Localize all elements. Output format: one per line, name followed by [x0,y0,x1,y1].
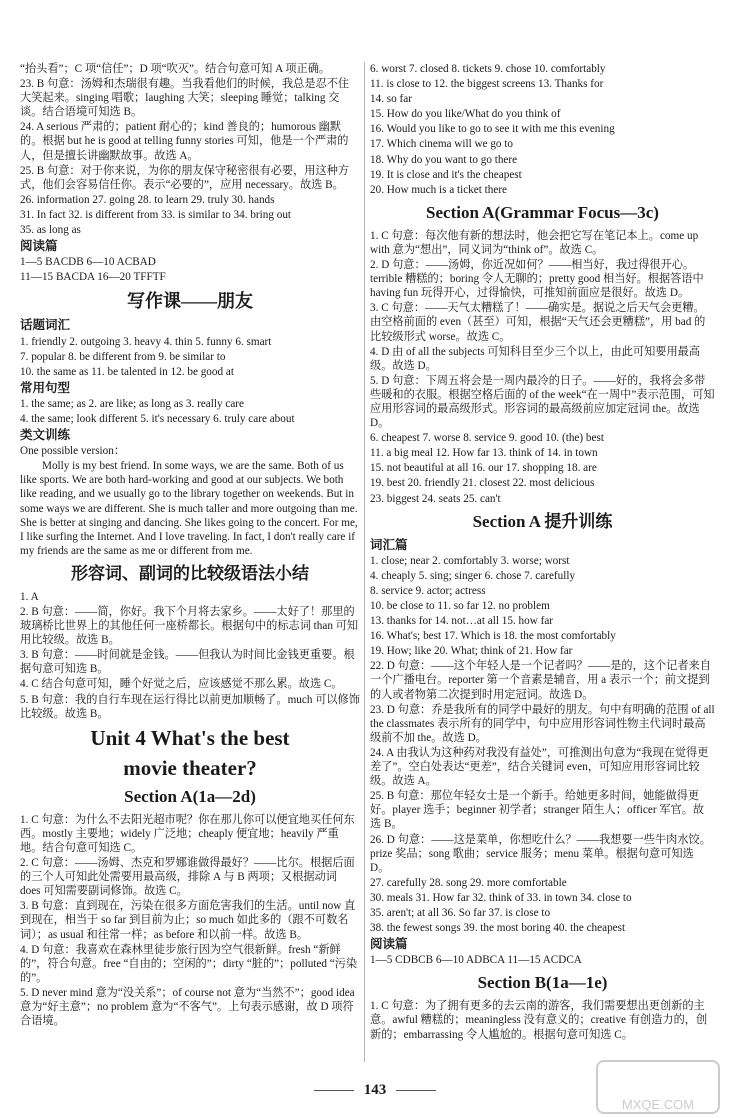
unit-title: movie theater? [123,755,257,780]
answer-line: 8. service 9. actor; actress [370,584,486,597]
answer-line: 2. D 句意：——汤姆，你近况如何？——相当好，我过得很开心。terrible 糟糕的；boring 令人无聊的；pretty good 相当好。根据答语中 having fun 玩得开心，过得愉快，可推知前面应是很好。故选 D。 [370,259,704,300]
answer-line: 7. popular 8. be different from 9. be similar to [20,350,226,363]
section-label: 常用句型 [20,380,71,395]
section-label: 阅读篇 [370,937,408,952]
answer-line: 3. B 句意：直到现在，污染在很多方面危害我们的生活。until now 直到现在，相当于 so far 到目前为止；so much 如此多的（跟不可数名词）；as usual 和往常一样；as before 和以前一样。故选 B。 [20,900,356,941]
section-label: 词汇篇 [370,537,408,552]
answer-line: 1. friendly 2. outgoing 3. heavy 4. thin 5. funny 6. smart [20,335,272,348]
answer-line: “抬头看”；C 项“信任”；D 项“吹灭”。结合句意可知 A 项正确。 [20,63,331,75]
answer-line: 26. information 27. going 28. to learn 29. truly 30. hands [20,193,275,206]
answer-line: 5. D 句意：下周五将会是一周内最冷的日子。——好的，我将会多带些暖和的衣服。根据空格后面的 of the week“在一周中”表示范围，可知应用形容词的最高级形式。形容词的最高级前应加定冠词 the。故选 D。 [370,374,715,430]
answer-line: 19. It is close and it's the cheapest [370,168,522,181]
answer-line: 25. B 句意：那位年轻女士是一个新手。给她更多时间，她能做得更好。player 选手；beginner 初学者；stranger 陌生人；officer 军官。故选 B。 [370,790,705,831]
answer-line: 13. thanks for 14. not…at all 15. how far [370,615,554,628]
answer-line: 25. B 句意：对于你来说，为你的朋友保守秘密很有必要，用这种方式，他们会容易信任你。表示“必要的”，应用 necessary。故选 B。 [20,164,350,191]
answer-line: 26. D 句意：——这是菜单，你想吃什么？——我想要一些牛肉水饺。prize 奖品；song 歌曲；service 服务；menu 菜单。根据句意可知选 D。 [370,833,711,874]
left-column [20,62,360,1029]
answer-line: 1—5 CDBCB 6—10 ADBCA 11—15 ACDCA [370,954,582,967]
answer-line: 4. D 句意：我喜欢在森林里徒步旅行因为空气很新鲜。fresh “新鲜的”，符合句意。free “自由的；空闲的”；dirty “脏的”；polluted “污染的”。 [20,943,358,984]
watermark-text: MXQE.COM [621,1097,695,1112]
answer-line: 20. How much is a ticket there [370,183,508,196]
answer-line: 1. C 句意：为了拥有更多的去云南的游客，我们需要想出更创新的主意。awful 糟糕的；meaningless 没有意义的；creative 有创造力的，创新的；embarrassing 令人尴尬的。根据句意可知选 C。 [370,1000,708,1041]
answer-line: 30. meals 31. How far 32. think of 33. in town 34. close to [370,891,632,904]
answer-line: 15. not beautiful at all 16. our 17. shopping 18. are [370,462,597,475]
answer-line: 1. C 句意：为什么不去阳光超市呢？你在那儿你可以便宜地买任何东西。mostly 主要地；widely 广泛地；cheaply 便宜地；heavily 严重地。结合句意可知选 C。 [20,813,355,854]
answer-line: 1. close; near 2. comfortably 3. worse; worst [370,554,570,567]
answer-line: 16. What's; best 17. Which is 18. the most comfortably [370,630,616,643]
answer-line: 24. A 由我认为这种药对我没有益处”，可推测出句意为“我现在觉得更差了”。空白处表达“更差”，结合关键词 even，可知应用形容词比较级。故选 A。 [370,746,709,788]
answer-line: 1. the same; as 2. are like; as long as 3. really care [20,397,244,410]
answer-line: 2. B 句意：——简，你好。我下个月将去家乡。——太好了！那里的玻璃桥比世界上的其他任何一座桥都长。根据句中的标志词 than 可知用比较级。故选 B。 [20,606,359,647]
answer-line: 22. D 句意：——这个年轻人是一个记者吗？——是的，这个记者来自一个广播电台。reporter 第一个音素是辅音，用 a 表示一个；前文提到的人或者物第二次提到时用定冠词。故选 D。 [370,660,711,701]
answer-line: 3. B 句意：——时间就是金钱。——但我认为时间比金钱更重要。根据句意可知选 B。 [20,649,355,676]
unit-title: Unit 4 What's the best [90,725,290,750]
answer-line: 4. the same; look different 5. it's necessary 6. truly care about [20,412,295,425]
section-heading: 形容词、副词的比较级语法小结 [71,563,309,583]
section-heading: Section A 提升训练 [472,511,613,531]
answer-line: 23. D 句意：乔是我所有的同学中最好的朋友。句中有明确的范围 of all the classmates 表示所有的同学中，句中应用形容词性物主代词时最高级前不加 the。故选 D。 [370,703,715,744]
answer-line: 5. B 句意：我的自行车现在运行得比以前更加顺畅了。much 可以修饰比较级。故选 B。 [20,693,360,720]
answer-line: 2. C 句意：——汤姆、杰克和罗娜谁做得最好？——比尔。根据后面的三个人可知此处需要用最高级，排除 A 与 B 两项；又根据动词 does 可知需要副词修饰。故选 C。 [20,857,355,898]
answer-line: 27. carefully 28. song 29. more comfortable [370,876,567,889]
page-number-text: 143 [363,1082,387,1098]
answer-line: 3. C 句意：——天气太糟糕了！——确实是。据说之后天气会更糟。由空格前面的 even（甚至）可知，根据“天气还会更糟糕”，用 bad 的比较级形式 worse。故选 C。 [370,302,706,343]
watermark-logo [596,1060,720,1114]
right-column [370,62,715,1043]
column-divider [364,62,365,1062]
answer-line: 1. C 句意：每次他有新的想法时，他会把它写在笔记本上。come up with 意为“想出”，同义词为“think of”。故选 C。 [370,229,699,256]
answer-line: 24. A serious 严肃的；patient 耐心的；kind 善良的；humorous 幽默的。根据 but he is good at telling funny stories 可知，他是一个严肃的人，但是擅长讲幽默故事。故选 A。 [20,121,349,162]
answer-line: 11. is close to 12. the biggest screens 13. Thanks for [370,78,604,91]
section-label: 类文训练 [20,428,71,443]
answer-line: One possible version： [20,445,126,458]
answer-line: 18. Why do you want to go there [370,153,518,166]
section-heading: 写作课——朋友 [127,291,253,312]
section-heading: Section B(1a—1e) [477,973,608,993]
answer-line: 11—15 BACDA 16—20 TFFTF [20,271,166,284]
answer-line: 6. cheapest 7. worse 8. service 9. good 10. (the) best [370,432,604,445]
answer-line: 23. biggest 24. seats 25. can't [370,492,501,505]
answer-line: 4. C 结合句意可知，睡个好觉之后，应该感觉不那么累。故选 C。 [20,678,343,691]
answer-line: 31. In fact 32. is different from 33. is similar to 34. bring out [20,208,292,221]
page-dash-right [396,1090,436,1091]
answer-line: 23. B 句意：汤姆和杰瑞很有趣。当我看他们的时候，我总是忍不住大笑起来。singing 唱歌；laughing 大笑；sleeping 睡觉；talking 交谈。结合语境可知选 B。 [20,78,350,119]
answer-line: 4. cheaply 5. sing; singer 6. chose 7. carefully [370,569,576,582]
answer-line: 1. A [20,590,39,603]
answer-line: 16. Would you like to go to see it with me this evening [370,123,615,136]
answer-line: 14. so far [370,93,412,106]
answer-line: 19. How; like 20. What; think of 21. How far [370,645,573,658]
essay-paragraph: Molly is my best friend. In some ways, we are the same. Both of us like sports. We are both hard-working and good at our subjects. We both like reading, and we usually go to the library together on weekends. But in some ways we are different. She is much taller and more outgoing than me. She is better at singing and dancing. She likes going to the concert. For me, I like surfing the Internet. And I love traveling. In fact, I don't really care if my friends are the same as me or different from me. [20,460,358,557]
answer-line: 38. the fewest songs 39. the most boring 40. the cheapest [370,922,626,935]
answer-line: 10. the same as 11. be talented in 12. be good at [20,365,234,378]
answer-line: 10. be close to 11. so far 12. no problem [370,600,550,612]
answer-line: 5. D never mind 意为“没关系”；of course not 意为“当然不”；good idea 意为“好主意”；no problem 意为“不客气”。上句表示感谢，故 D 项符合语境。 [20,986,355,1028]
section-label: 阅读篇 [20,239,58,254]
section-label: 话题词汇 [20,318,71,333]
section-heading: Section A(Grammar Focus—3c) [426,202,659,222]
answer-line: 11. a big meal 12. How far 13. think of 14. in town [370,447,598,460]
answer-line: 35. aren't; at all 36. So far 37. is close to [370,906,551,919]
answer-line: 35. as long as [20,224,81,237]
section-heading: Section A(1a—2d) [124,786,256,806]
answer-line: 4. D 由 of all the subjects 可知科目至少三个以上，由此可知要用最高级。故选 D。 [370,345,701,372]
answer-line: 1—5 BACDB 6—10 ACBAD [20,256,156,269]
page-dash-left [314,1090,354,1091]
answer-line: 6. worst 7. closed 8. tickets 9. chose 10. comfortably [370,63,606,75]
answer-line: 17. Which cinema will we go to [370,138,514,151]
answer-line: 19. best 20. friendly 21. closest 22. most delicious [370,477,595,490]
answer-line: 15. How do you like/What do you think of [370,108,561,121]
